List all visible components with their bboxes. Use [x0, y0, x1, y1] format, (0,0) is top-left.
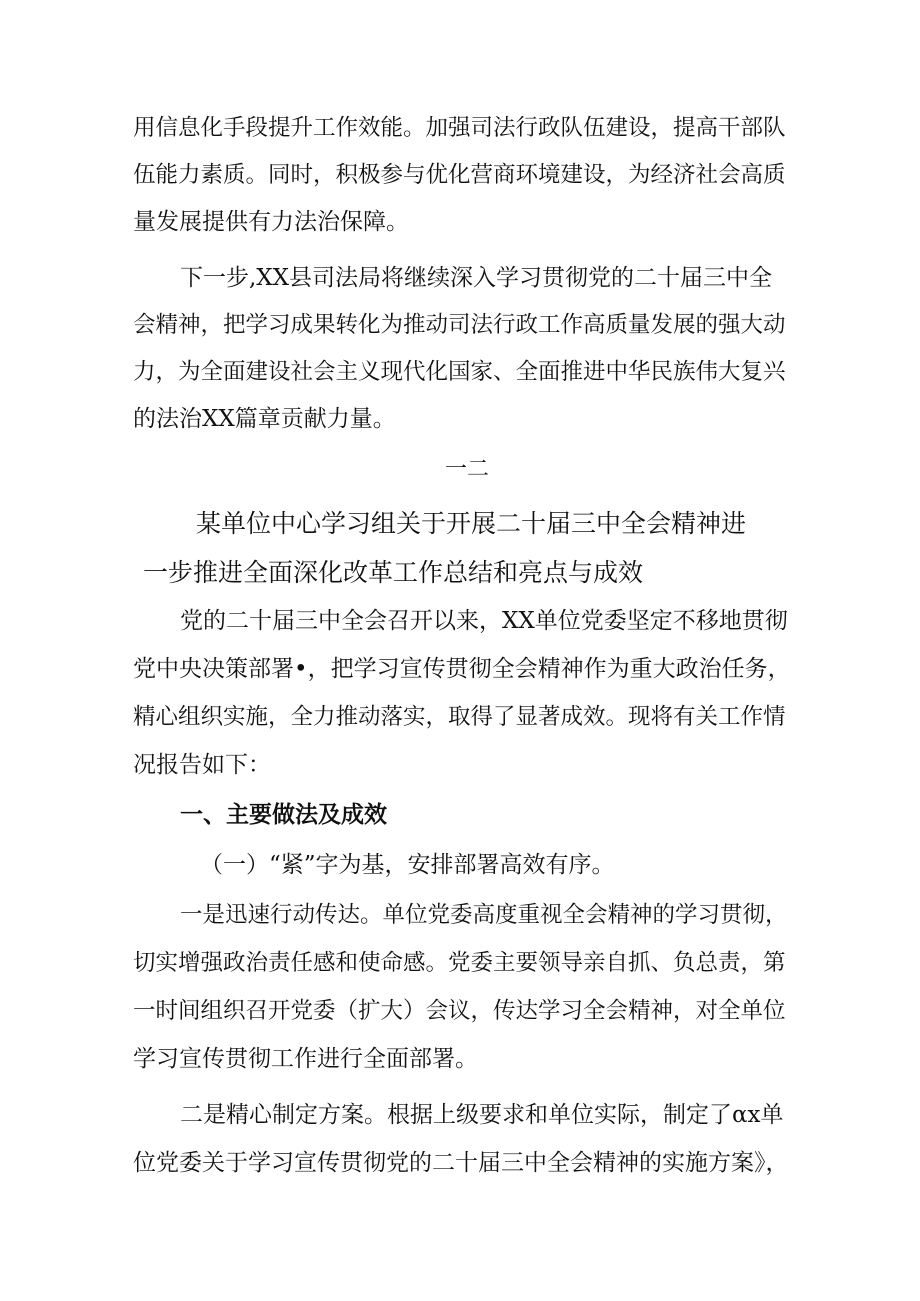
section-separator: 一二 — [445, 457, 490, 482]
next-step-line-4: 的法治XX篇章贡献力量。 — [133, 406, 396, 432]
opening-line-3: 精心组织实施，全力推动落实，取得了显著成效。现将有关工作情 — [133, 704, 786, 730]
next-step-line-2: 会精神，把学习成果转化为推动司法行政工作高质量发展的强大动 — [133, 312, 786, 338]
point-two-line-1: 二是精心制定方案。根据上级要求和单位实际，制定了αx单 — [180, 1102, 784, 1128]
document-title-line-2: 一步推进全面深化改革工作总结和亮点与成效 — [143, 558, 644, 587]
point-one-line-3: 一时间组织召开党委（扩大）会议，传达学习全会精神，对全单位 — [133, 998, 786, 1024]
opening-line-2: 党中央决策部署•，把学习宣传贯彻全会精神作为重大政治任务， — [133, 656, 791, 682]
opening-line-1: 党的二十届三中全会召开以来，XX单位党委坚定不移地贯彻 — [180, 608, 788, 634]
next-step-line-3: 力，为全面建设社会主义现代化国家、全面推进中华民族伟大复兴 — [133, 359, 786, 385]
section-heading: 一、主要做法及成效 — [180, 802, 387, 828]
subsection-heading: （一）“紧”字为基，安排部署高效有序。 — [200, 852, 615, 878]
intro-line-1: 用信息化手段提升工作效能。加强司法行政队伍建设，提高干部队 — [133, 115, 786, 141]
point-one-line-1: 一是迅速行动传达。单位党委高度重视全会精神的学习贯彻， — [180, 902, 788, 928]
intro-line-2: 伍能力素质。同时，积极参与优化营商环境建设，为经济社会高质 — [133, 162, 786, 188]
document-title-line-1: 某单位中心学习组关于开展二十届三中全会精神进 — [196, 509, 747, 538]
point-one-line-4: 学习宣传贯彻工作进行全面部署。 — [133, 1046, 478, 1072]
intro-line-3: 量发展提供有力法治保障。 — [133, 209, 409, 235]
point-two-line-2: 位党委关于学习宣传贯彻党的二十届三中全会精神的实施方案》， — [133, 1150, 789, 1176]
next-step-line-1: 下一步,XX县司法局将继续深入学习贯彻党的二十届三中全 — [180, 265, 773, 291]
point-one-line-2: 切实增强政治责任感和使命感。党委主要领导亲自抓、负总责，第 — [133, 950, 786, 976]
opening-line-4: 况报告如下： — [133, 752, 271, 778]
